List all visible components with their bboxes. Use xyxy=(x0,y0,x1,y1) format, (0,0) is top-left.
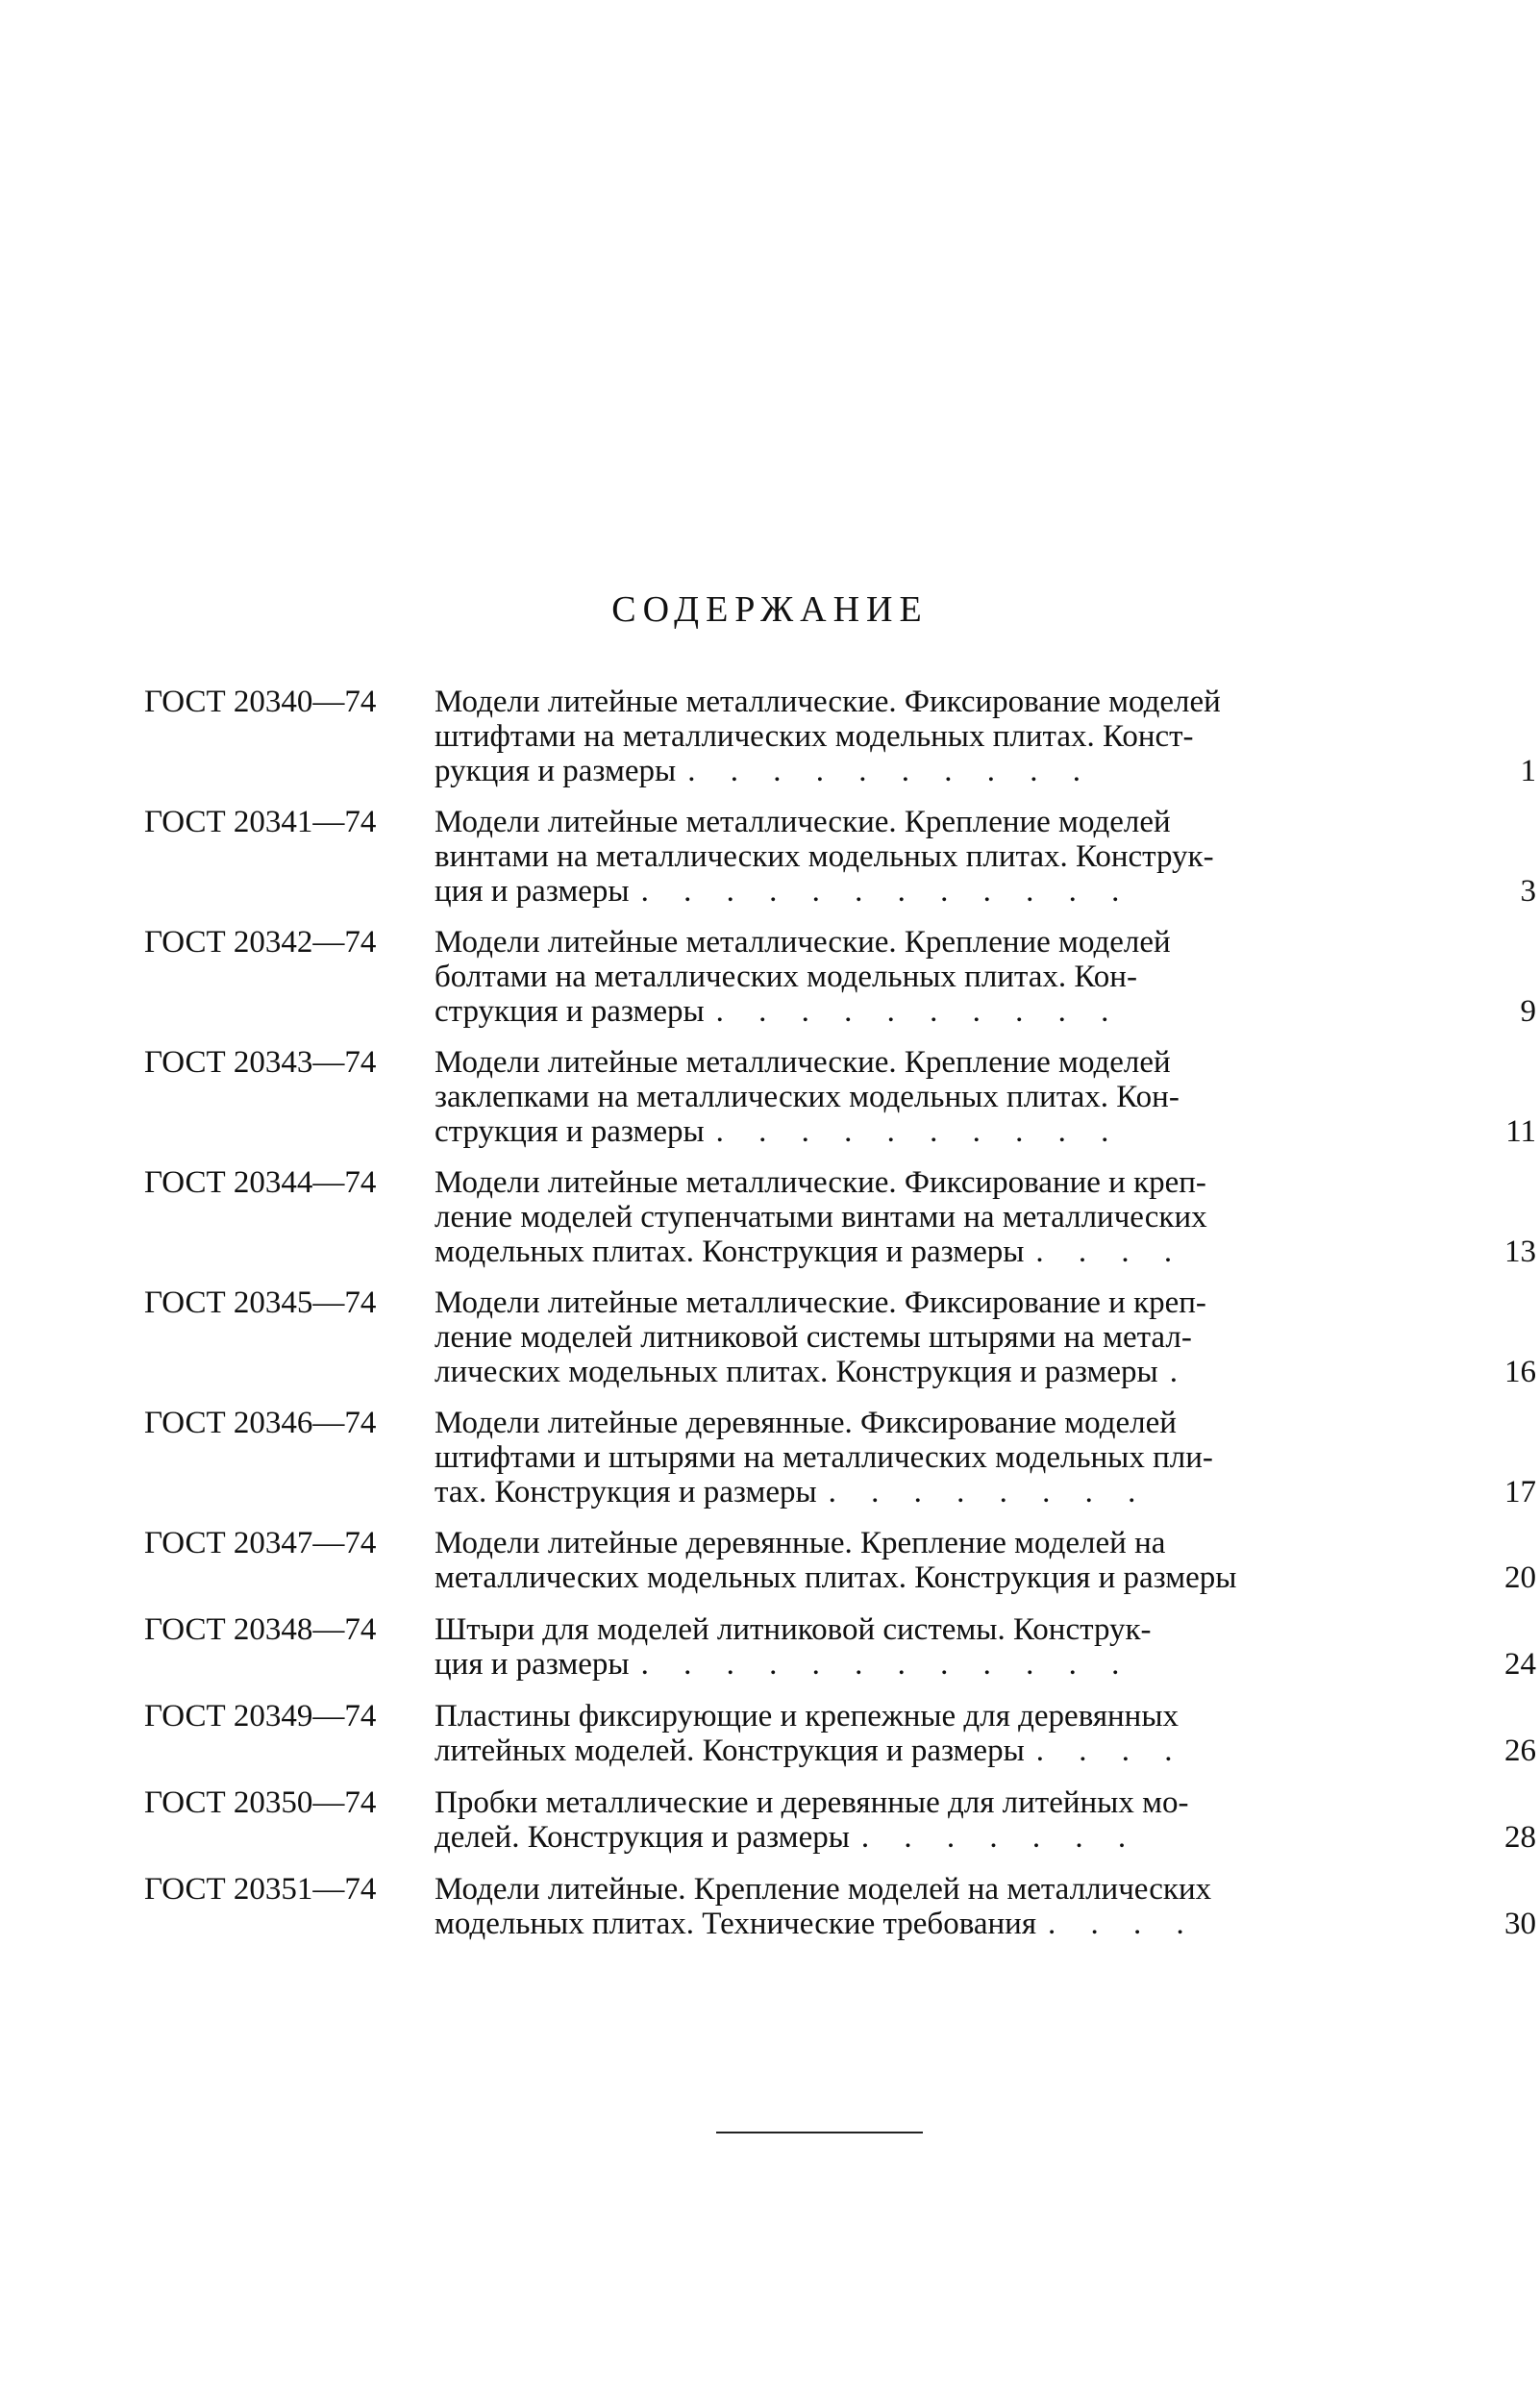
toc-entry xyxy=(144,925,1536,1045)
dot-leader: . . . . . . . . . . . . xyxy=(640,874,1133,909)
toc-entry-title xyxy=(435,1045,1528,1149)
toc-entry-title-line: струкция и размеры xyxy=(435,994,705,1029)
toc-entry-code: ГОСТ 20342—74 xyxy=(144,925,377,960)
dot-leader: . . . . xyxy=(1035,1734,1186,1768)
toc-entry-title-line: Модели литейные металлические. Фиксирование и креп- xyxy=(435,1285,1206,1320)
toc-entry-title-line: Модели литейные металлические. Крепление моделей xyxy=(435,1045,1171,1080)
toc-entry-title xyxy=(435,1165,1528,1269)
toc-entry-title-line: штифтами и штырями на металлических модельных пли- xyxy=(435,1440,1213,1475)
toc-entry-title-line: заклепками на металлических модельных плитах. Кон- xyxy=(435,1080,1180,1114)
toc-entry-page-number: 3 xyxy=(1520,874,1536,909)
toc-entry-title-line: литейных моделей. Конструкция и размеры xyxy=(435,1734,1025,1768)
toc-entry-title xyxy=(435,925,1528,1029)
toc-entry xyxy=(144,1872,1536,1958)
dot-leader: . . . . . . . . xyxy=(828,1475,1150,1509)
toc-entry-title-line: штифтами на металлических модельных плитах. Конст- xyxy=(435,719,1194,754)
toc-entry-title-last-line xyxy=(435,1820,1528,1855)
toc-entry-title-line: ция и размеры xyxy=(435,874,630,909)
toc-entry-title-line: ление моделей литниковой системы штырями на метал- xyxy=(435,1320,1192,1355)
toc-entry xyxy=(144,1526,1536,1612)
toc-entry-title-last-line xyxy=(435,754,1528,788)
toc-entry-title xyxy=(435,1785,1528,1855)
dot-leader: . xyxy=(1169,1355,1191,1389)
toc-entry-title-line: рукция и размеры xyxy=(435,754,677,788)
toc-entry-title-line: Модели литейные металлические. Крепление моделей xyxy=(435,925,1171,960)
toc-entry-title-line: Пластины фиксирующие и крепежные для деревянных xyxy=(435,1699,1180,1734)
toc-entry-code: ГОСТ 20344—74 xyxy=(144,1165,377,1200)
toc-entry-page-number: 11 xyxy=(1505,1114,1536,1149)
toc-entry-title-line: струкция и размеры xyxy=(435,1114,705,1149)
toc-entry-title xyxy=(435,1406,1528,1509)
toc-entry-code: ГОСТ 20345—74 xyxy=(144,1285,377,1320)
dot-leader: . . . . xyxy=(1048,1907,1198,1941)
toc-entry-title-line: ция и размеры xyxy=(435,1647,630,1682)
page-title: СОДЕРЖАНИЕ xyxy=(611,589,929,630)
toc-entry-code: ГОСТ 20347—74 xyxy=(144,1526,377,1560)
toc-entry-page-number: 17 xyxy=(1504,1475,1536,1509)
toc-entry-page-number: 30 xyxy=(1504,1907,1536,1941)
toc-entry-code: ГОСТ 20346—74 xyxy=(144,1406,377,1440)
toc-entry-title xyxy=(435,1872,1528,1941)
toc-entry xyxy=(144,1406,1536,1526)
toc-entry-page-number: 16 xyxy=(1504,1355,1536,1389)
toc-entry-title-line: модельных плитах. Конструкция и размеры xyxy=(435,1235,1025,1269)
dot-leader: . . . . . . . xyxy=(860,1820,1140,1855)
toc-entry-title-last-line xyxy=(435,1734,1528,1768)
toc-entry-title xyxy=(435,1285,1528,1389)
toc-entry-title-line: тах. Конструкция и размеры xyxy=(435,1475,817,1509)
toc-entry-page-number: 26 xyxy=(1504,1734,1536,1768)
toc-entry-page-number: 1 xyxy=(1520,754,1536,788)
toc-entry-title-last-line xyxy=(435,1907,1528,1941)
toc-entry-title-line: Модели литейные металлические. Фиксирование и креп- xyxy=(435,1165,1206,1200)
toc-entry-title-line: Пробки металлические и деревянные для литейных мо- xyxy=(435,1785,1189,1820)
toc-entry-title-line: винтами на металлических модельных плитах. Конструк- xyxy=(435,839,1214,874)
toc-entry-title-line: ление моделей ступенчатыми винтами на металлических xyxy=(435,1200,1207,1235)
toc-entry xyxy=(144,1699,1536,1785)
toc-entry-code: ГОСТ 20350—74 xyxy=(144,1785,377,1820)
toc-entry-title-line: болтами на металлических модельных плитах. Кон- xyxy=(435,960,1137,994)
toc-entry-title-last-line xyxy=(435,1114,1528,1149)
toc-entry-title xyxy=(435,685,1528,788)
toc-entry xyxy=(144,1045,1536,1165)
dot-leader: . . . . . . . . . . xyxy=(715,1114,1123,1149)
dot-leader: . . . . xyxy=(1035,1235,1186,1269)
toc-entry-title-last-line xyxy=(435,874,1528,909)
toc-entry xyxy=(144,685,1536,805)
toc-entry-page-number: 28 xyxy=(1504,1820,1536,1855)
toc-entry xyxy=(144,1785,1536,1872)
toc-entry-title-last-line xyxy=(435,1355,1528,1389)
toc-entry-title-last-line xyxy=(435,1560,1528,1595)
toc-entry-code: ГОСТ 20341—74 xyxy=(144,805,377,839)
toc-entry-title-line: Модели литейные металлические. Крепление моделей xyxy=(435,805,1171,839)
toc-entry-title-last-line xyxy=(435,1647,1528,1682)
toc-entry-title-line: модельных плитах. Технические требования xyxy=(435,1907,1037,1941)
toc-entry-title-line: делей. Конструкция и размеры xyxy=(435,1820,850,1855)
toc-entry-page-number: 13 xyxy=(1504,1235,1536,1269)
toc-entry xyxy=(144,1165,1536,1285)
toc-entry xyxy=(144,1612,1536,1699)
toc-entry-title-line: Модели литейные. Крепление моделей на металлических xyxy=(435,1872,1212,1907)
toc-entry-title-line: металлических модельных плитах. Конструкция и размеры xyxy=(435,1560,1237,1595)
toc-entry-title xyxy=(435,1612,1528,1682)
toc-entry-title xyxy=(435,805,1528,909)
dot-leader: . . . . . . . . . . xyxy=(687,754,1094,788)
toc-entry-code: ГОСТ 20349—74 xyxy=(144,1699,377,1734)
dot-leader: . . . . . . . . . . xyxy=(715,994,1123,1029)
toc-entry-page-number: 24 xyxy=(1504,1647,1536,1682)
dot-leader: . . . . . . . . . . . . xyxy=(640,1647,1133,1682)
closing-rule xyxy=(716,2132,923,2133)
toc-entry-title-line: Модели литейные деревянные. Крепление моделей на xyxy=(435,1526,1166,1560)
toc-entry xyxy=(144,1285,1536,1406)
toc-entry-page-number: 9 xyxy=(1520,994,1536,1029)
toc-entry-page-number: 20 xyxy=(1504,1560,1536,1595)
toc-entry-code: ГОСТ 20351—74 xyxy=(144,1872,377,1907)
toc-entry-code: ГОСТ 20348—74 xyxy=(144,1612,377,1647)
toc-entry-title-line: Штыри для моделей литниковой системы. Конструк- xyxy=(435,1612,1152,1647)
toc-entry-title-last-line xyxy=(435,1235,1528,1269)
toc-entry-title-line: лических модельных плитах. Конструкция и размеры xyxy=(435,1355,1158,1389)
toc-entry-code: ГОСТ 20343—74 xyxy=(144,1045,377,1080)
toc-entry-title xyxy=(435,1699,1528,1768)
toc-entry-title-last-line xyxy=(435,1475,1528,1509)
toc-entry-title xyxy=(435,1526,1528,1595)
toc-entry-title-line: Модели литейные металлические. Фиксирование моделей xyxy=(435,685,1221,719)
toc-list xyxy=(144,685,1536,1958)
toc-entry xyxy=(144,805,1536,925)
toc-entry-title-last-line xyxy=(435,994,1528,1029)
toc-entry-title-line: Модели литейные деревянные. Фиксирование моделей xyxy=(435,1406,1177,1440)
toc-entry-code: ГОСТ 20340—74 xyxy=(144,685,377,719)
